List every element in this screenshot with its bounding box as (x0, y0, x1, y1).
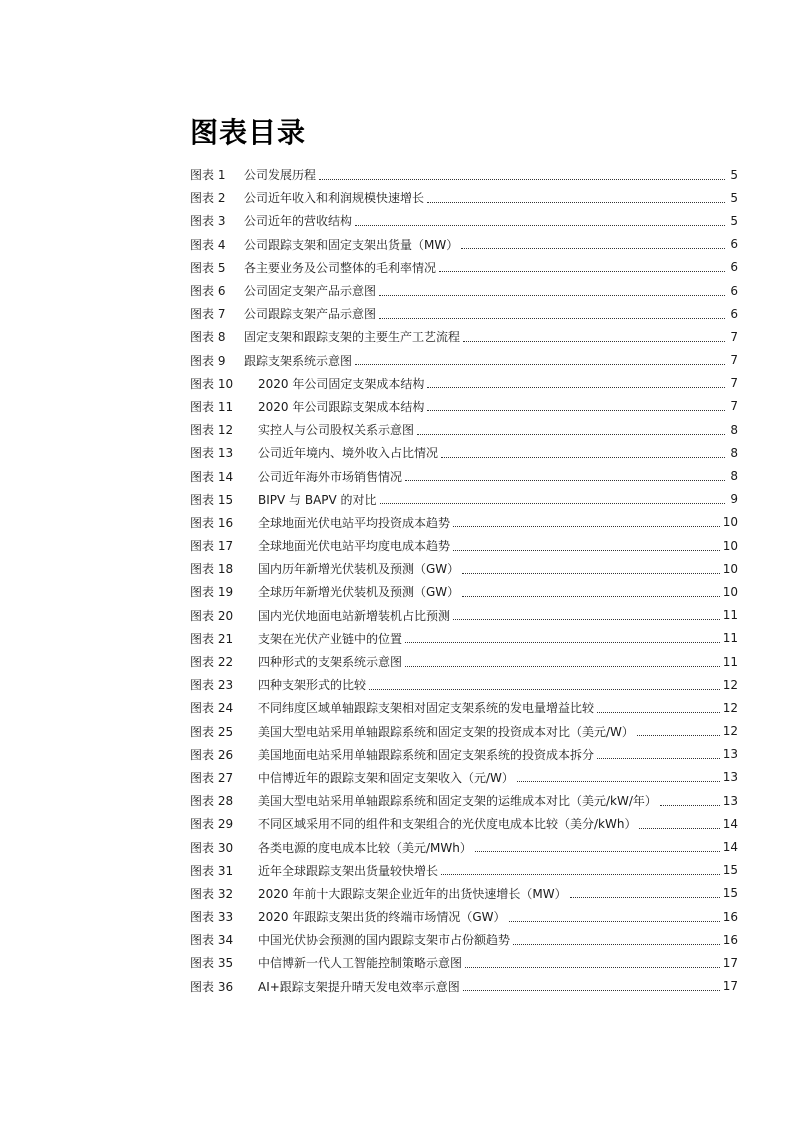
toc-entry[interactable] (190, 372, 738, 395)
page-number: 12 (722, 677, 738, 692)
dot-leader (461, 247, 725, 249)
dot-leader (379, 317, 725, 319)
figure-title: 公司跟踪支架产品示意图 (244, 307, 377, 322)
figure-title: 实控人与公司股权关系示意图 (258, 423, 415, 438)
dot-leader (509, 920, 720, 922)
figure-label: 图表 10 (190, 376, 234, 391)
dot-leader (517, 780, 720, 782)
dot-leader (369, 688, 720, 690)
figure-title: 公司跟踪支架和固定支架出货量（MW） (244, 237, 459, 252)
figure-label: 图表 34 (190, 933, 234, 948)
page-number: 14 (722, 816, 738, 831)
figure-label: 图表 32 (190, 886, 234, 901)
page-number: 12 (722, 724, 738, 739)
figure-label: 图表 33 (190, 910, 234, 925)
toc-entry[interactable] (190, 696, 738, 719)
toc-entry[interactable] (190, 835, 738, 858)
figure-title: 2020 年跟踪支架出货的终端市场情况（GW） (258, 910, 506, 925)
figure-list (190, 163, 738, 998)
dot-leader (462, 595, 720, 597)
page-number: 6 (730, 260, 738, 275)
toc-entry[interactable] (190, 209, 738, 232)
figure-title: 公司近年境内、境外收入占比情况 (258, 446, 439, 461)
toc-entry[interactable] (190, 905, 738, 928)
toc-entry[interactable] (190, 650, 738, 673)
page-number: 13 (722, 770, 738, 785)
figure-label: 图表 25 (190, 724, 234, 739)
page-number: 13 (722, 747, 738, 762)
figure-label: 图表 8 (190, 330, 226, 345)
page-number: 17 (722, 955, 738, 970)
figure-title: 国内历年新增光伏装机及预测（GW） (258, 562, 460, 577)
dot-leader (475, 850, 720, 852)
figure-title: 固定支架和跟踪支架的主要生产工艺流程 (244, 330, 461, 345)
toc-entry[interactable] (190, 882, 738, 905)
figure-title: 公司固定支架产品示意图 (244, 284, 377, 299)
dot-leader (427, 409, 725, 411)
figure-title: 四种支架形式的比较 (258, 678, 367, 693)
figure-title: 美国地面电站采用单轴跟踪系统和固定支架系统的投资成本拆分 (258, 747, 595, 762)
page-number: 13 (722, 793, 738, 808)
figure-title: 国内光伏地面电站新增装机占比预测 (258, 608, 451, 623)
figure-label: 图表 13 (190, 446, 234, 461)
dot-leader (417, 433, 725, 435)
toc-entry[interactable] (190, 186, 738, 209)
page-number: 14 (722, 840, 738, 855)
figure-label: 图表 36 (190, 979, 234, 994)
figure-title: 公司近年收入和利润规模快速增长 (244, 191, 425, 206)
figure-label: 图表 20 (190, 608, 234, 623)
figure-label: 图表 31 (190, 863, 234, 878)
figure-label: 图表 26 (190, 747, 234, 762)
toc-entry[interactable] (190, 604, 738, 627)
page-number: 8 (730, 422, 738, 437)
page-number: 8 (730, 445, 738, 460)
figure-label: 图表 12 (190, 423, 234, 438)
toc-entry[interactable] (190, 975, 738, 998)
toc-entry[interactable] (190, 441, 738, 464)
dot-leader (570, 896, 720, 898)
dot-leader (453, 525, 720, 527)
page-number: 11 (722, 654, 738, 669)
figure-title: 四种形式的支架系统示意图 (258, 655, 403, 670)
page-number: 17 (722, 979, 738, 994)
figure-title: 公司近年的营收结构 (244, 214, 353, 229)
page-number: 5 (730, 167, 738, 182)
page-number: 16 (722, 909, 738, 924)
page-title: 图表目录 (190, 116, 307, 149)
toc-entry[interactable] (190, 256, 738, 279)
page-number: 16 (722, 932, 738, 947)
figure-label: 图表 22 (190, 655, 234, 670)
dot-leader (379, 294, 725, 296)
dot-leader (453, 549, 720, 551)
page-number: 10 (722, 584, 738, 599)
dot-leader (441, 873, 720, 875)
page-number: 7 (730, 353, 738, 368)
figure-label: 图表 1 (190, 168, 226, 183)
figure-title: 全球历年新增光伏装机及预测（GW） (258, 585, 460, 600)
page-number: 6 (730, 283, 738, 298)
dot-leader (355, 224, 725, 226)
toc-entry[interactable] (190, 580, 738, 603)
toc-entry[interactable] (190, 766, 738, 789)
toc-entry[interactable] (190, 557, 738, 580)
figure-label: 图表 29 (190, 817, 234, 832)
toc-entry[interactable] (190, 349, 738, 372)
figure-title: 各主要业务及公司整体的毛利率情况 (244, 260, 437, 275)
dot-leader (597, 757, 720, 759)
figure-title: 美国大型电站采用单轴跟踪系统和固定支架的运维成本对比（美元/kW/年） (258, 794, 657, 809)
figure-label: 图表 14 (190, 469, 234, 484)
dot-leader (427, 386, 725, 388)
dot-leader (465, 966, 720, 968)
page-number: 6 (730, 237, 738, 252)
toc-entry[interactable] (190, 812, 738, 835)
figure-title: BIPV 与 BAPV 的对比 (258, 492, 377, 507)
dot-leader (639, 827, 719, 829)
page-number: 11 (722, 631, 738, 646)
page-number: 7 (730, 376, 738, 391)
toc-entry[interactable] (190, 951, 738, 974)
figure-title: 中信博近年的跟踪支架和固定支架收入（元/W） (258, 770, 514, 785)
figure-title: 支架在光伏产业链中的位置 (258, 631, 403, 646)
page-number: 10 (722, 515, 738, 530)
figure-title: 不同区域采用不同的组件和支架组合的光伏度电成本比较（美分/kWh） (258, 817, 637, 832)
figure-label: 图表 28 (190, 794, 234, 809)
dot-leader (660, 804, 720, 806)
dot-leader (405, 665, 720, 667)
figure-label: 图表 24 (190, 701, 234, 716)
figure-label: 图表 35 (190, 956, 234, 971)
toc-entry[interactable] (190, 743, 738, 766)
page-number: 15 (722, 863, 738, 878)
dot-leader (427, 201, 725, 203)
figure-label: 图表 9 (190, 353, 226, 368)
figure-label: 图表 23 (190, 678, 234, 693)
figure-title: 近年全球跟踪支架出货量较快增长 (258, 863, 439, 878)
page-number: 8 (730, 469, 738, 484)
figure-title: 公司发展历程 (244, 168, 317, 183)
dot-leader (463, 989, 720, 991)
figure-title: AI+跟踪支架提升晴天发电效率示意图 (258, 979, 460, 994)
figure-label: 图表 15 (190, 492, 234, 507)
toc-entry[interactable] (190, 511, 738, 534)
dot-leader (597, 711, 720, 713)
figure-label: 图表 21 (190, 631, 234, 646)
page-number: 12 (722, 700, 738, 715)
figure-label: 图表 27 (190, 770, 234, 785)
toc-entry[interactable] (190, 720, 738, 743)
toc-entry[interactable] (190, 928, 738, 951)
figure-title: 全球地面光伏电站平均投资成本趋势 (258, 515, 451, 530)
figure-title: 各类电源的度电成本比较（美元/MWh） (258, 840, 472, 855)
figure-label: 图表 7 (190, 307, 226, 322)
dot-leader (380, 502, 725, 504)
toc-entry[interactable] (190, 464, 738, 487)
page-number: 10 (722, 561, 738, 576)
toc-entry[interactable] (190, 325, 738, 348)
toc-entry[interactable] (190, 418, 738, 441)
figure-title: 全球地面光伏电站平均度电成本趋势 (258, 539, 451, 554)
dot-leader (513, 943, 720, 945)
figure-title: 2020 年公司跟踪支架成本结构 (258, 399, 425, 414)
figure-title: 中国光伏协会预测的国内跟踪支架市占份额趋势 (258, 933, 511, 948)
dot-leader (319, 178, 725, 180)
toc-entry[interactable] (190, 789, 738, 812)
toc-entry[interactable] (190, 488, 738, 511)
dot-leader (355, 363, 725, 365)
figure-title: 2020 年前十大跟踪支架企业近年的出货快速增长（MW） (258, 886, 567, 901)
figure-label: 图表 30 (190, 840, 234, 855)
figure-label: 图表 2 (190, 191, 226, 206)
toc-entry[interactable] (190, 163, 738, 186)
toc-entry[interactable] (190, 859, 738, 882)
dot-leader (462, 572, 720, 574)
toc-entry[interactable] (190, 673, 738, 696)
toc-entry[interactable] (190, 627, 738, 650)
figure-label: 图表 17 (190, 539, 234, 554)
dot-leader (453, 618, 720, 620)
figure-label: 图表 3 (190, 214, 226, 229)
page-number: 5 (730, 190, 738, 205)
figure-label: 图表 16 (190, 515, 234, 530)
figure-label: 图表 6 (190, 284, 226, 299)
dot-leader (463, 340, 725, 342)
figure-label: 图表 18 (190, 562, 234, 577)
dot-leader (637, 734, 720, 736)
figure-title: 2020 年公司固定支架成本结构 (258, 376, 425, 391)
figure-title: 跟踪支架系统示意图 (244, 353, 353, 368)
toc-entry[interactable] (190, 534, 738, 557)
figure-label: 图表 19 (190, 585, 234, 600)
dot-leader (405, 641, 720, 643)
figure-title: 中信博新一代人工智能控制策略示意图 (258, 956, 463, 971)
figure-label: 图表 11 (190, 399, 234, 414)
dot-leader (405, 479, 725, 481)
page-number: 10 (722, 538, 738, 553)
toc-entry[interactable] (190, 279, 738, 302)
page-number: 9 (730, 492, 738, 507)
dot-leader (441, 456, 725, 458)
figure-title: 公司近年海外市场销售情况 (258, 469, 403, 484)
page-number: 7 (730, 329, 738, 344)
figure-title: 美国大型电站采用单轴跟踪系统和固定支架的投资成本对比（美元/W） (258, 724, 634, 739)
page-number: 5 (730, 213, 738, 228)
toc-entry[interactable] (190, 302, 738, 325)
figure-title: 不同纬度区域单轴跟踪支架相对固定支架系统的发电量增益比较 (258, 701, 595, 716)
toc-entry[interactable] (190, 395, 738, 418)
page-number: 15 (722, 886, 738, 901)
page-number: 11 (722, 608, 738, 623)
page-number: 6 (730, 306, 738, 321)
page-number: 7 (730, 399, 738, 414)
toc-entry[interactable] (190, 233, 738, 256)
figure-label: 图表 5 (190, 260, 226, 275)
dot-leader (439, 270, 725, 272)
figure-label: 图表 4 (190, 237, 226, 252)
